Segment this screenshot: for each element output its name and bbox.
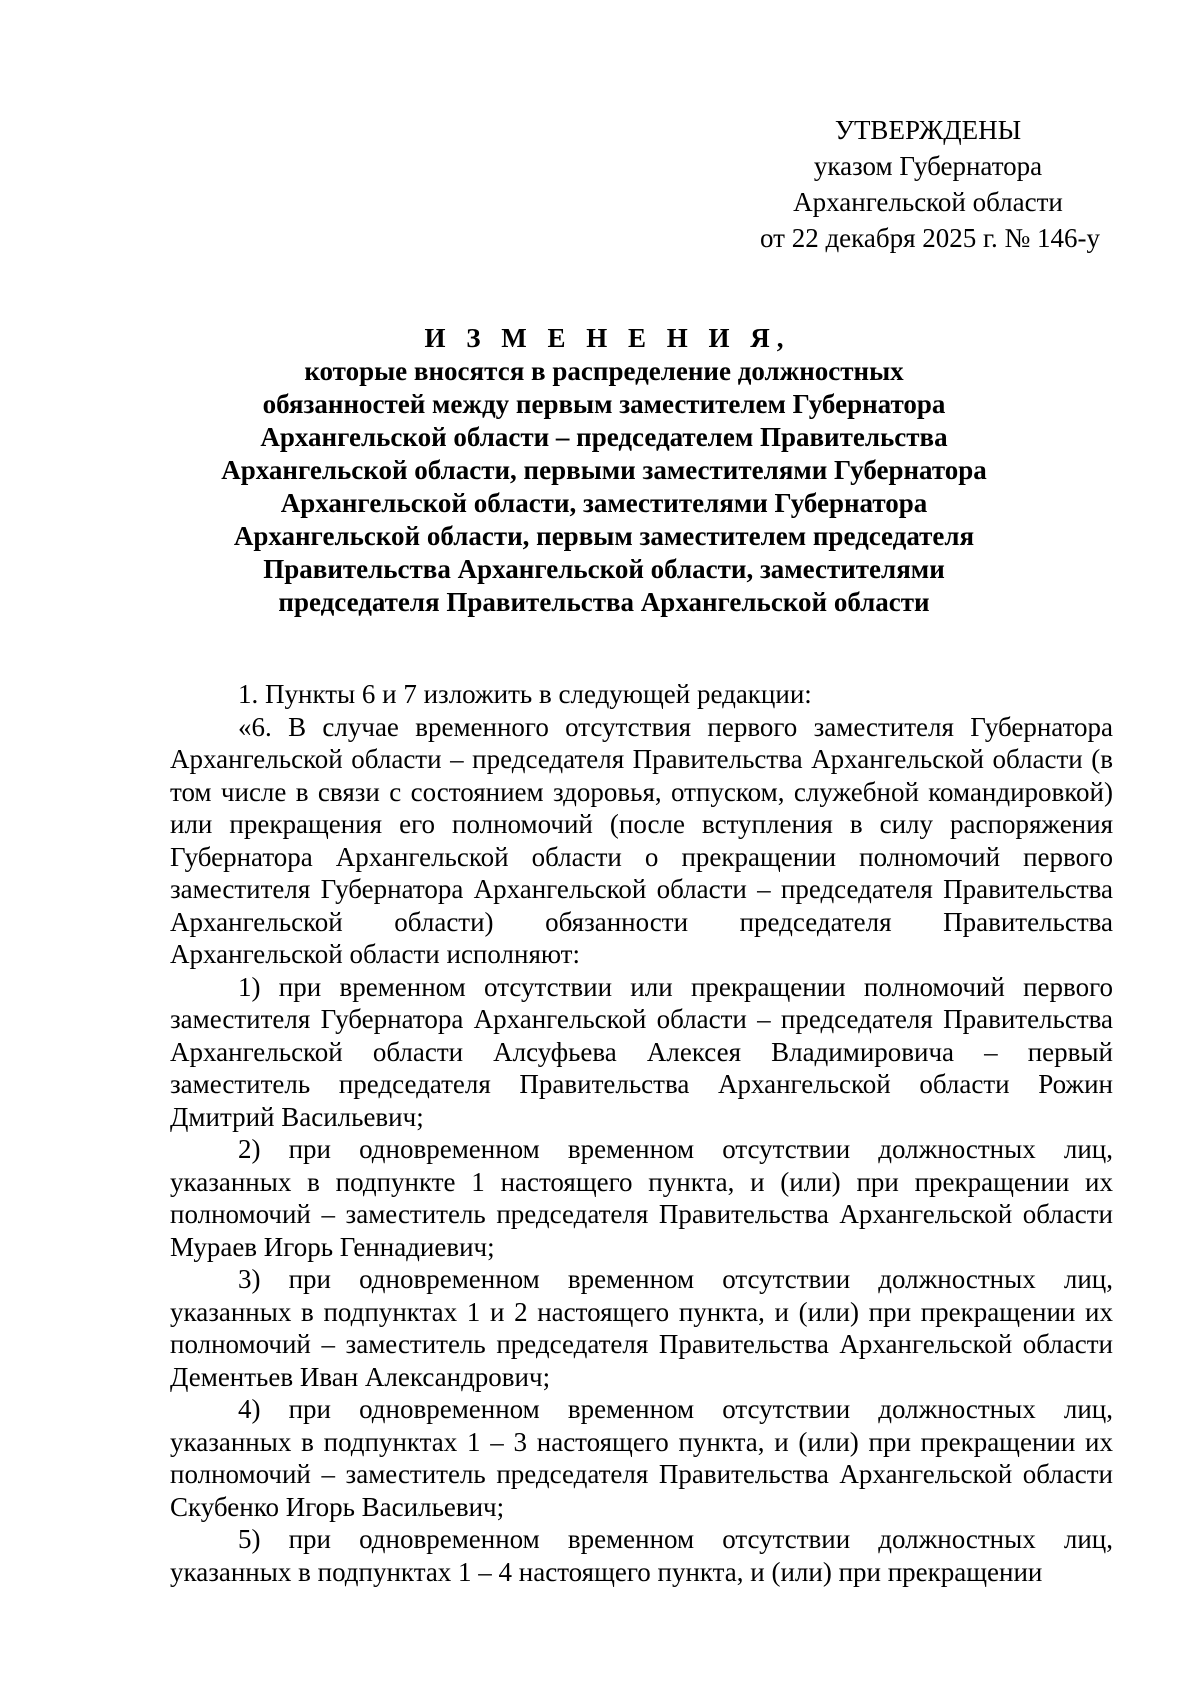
heading-line: обязанностей между первым заместителем Губернатора <box>262 389 946 419</box>
approval-block <box>760 112 1101 256</box>
subpoint-2: 2) при одновременном временном отсутствии должностных лиц, указанных в подпункте 1 настоящего пункта, и (или) при прекращении их полномочий – заместитель председателя Правительства Архангельской области Мураев Игорь Геннадиевич; <box>170 1134 1113 1262</box>
paragraph-item-1: 1. Пункты 6 и 7 изложить в следующей редакции: <box>238 679 812 709</box>
approval-decree-line: указом Губернатора <box>813 151 1043 181</box>
heading-line: председателя Правительства Архангельской области <box>278 587 930 617</box>
heading-title-comma: , <box>776 323 784 353</box>
approval-title: УТВЕРЖДЕНЫ <box>834 115 1022 145</box>
heading-title <box>170 322 1038 355</box>
heading-line: Правительства Архангельской области, заместителями <box>263 554 945 584</box>
paragraph-point-6: «6. В случае временного отсутствия первого заместителя Губернатора Архангельской области – председателя Правительства Архангельской области (в том числе в связи с состоянием здоровья, отпуском, служебной командировкой) или прекращения его полномочий (после вступления в силу распоряжения Губернатора Архангельской области о прекращении полномочий первого заместителя Губернатора Архангельской области – председателя Правительства Архангельской области) обязанности председателя Правительства Архангельской области исполняют: <box>170 711 1113 969</box>
subpoint-3: 3) при одновременном временном отсутствии должностных лиц, указанных в подпунктах 1 и 2 настоящего пункта, и (или) при прекращении их полномочий – заместитель председателя Правительства Архангельской области Дементьев Иван Александрович; <box>170 1264 1113 1392</box>
heading-title-word: И З М Е Н Е Н И Я <box>424 323 777 353</box>
heading-line: которые вносятся в распределение должностных <box>304 356 904 386</box>
document-body <box>170 678 1113 1588</box>
approval-date-line: от 22 декабря 2025 г. № 146-у <box>760 223 1101 253</box>
approval-region-line: Архангельской области <box>793 187 1063 217</box>
document-heading <box>170 322 1038 619</box>
subpoint-4: 4) при одновременном временном отсутствии должностных лиц, указанных в подпунктах 1 – 3 настоящего пункта, и (или) при прекращении их полномочий – заместитель председателя Правительства Архангельской области Скубенко Игорь Васильевич; <box>170 1394 1113 1522</box>
subpoint-1: 1) при временном отсутствии или прекращении полномочий первого заместителя Губернатора Архангельской области – председателя Правительства Архангельской области Алсуфьева Алексея Владимировича – первый заместитель председателя Правительства Архангельской области Рожин Дмитрий Васильевич; <box>170 971 1113 1132</box>
heading-line: Архангельской области, первыми заместителями Губернатора <box>221 455 987 485</box>
subpoint-5: 5) при одновременном временном отсутствии должностных лиц, указанных в подпунктах 1 – 4 настоящего пункта, и (или) при прекращении <box>170 1524 1113 1587</box>
heading-line: Архангельской области, заместителями Губернатора <box>280 488 928 518</box>
heading-line: Архангельской области, первым заместителем председателя <box>233 521 975 551</box>
heading-line: Архангельской области – председателем Правительства <box>260 422 948 452</box>
